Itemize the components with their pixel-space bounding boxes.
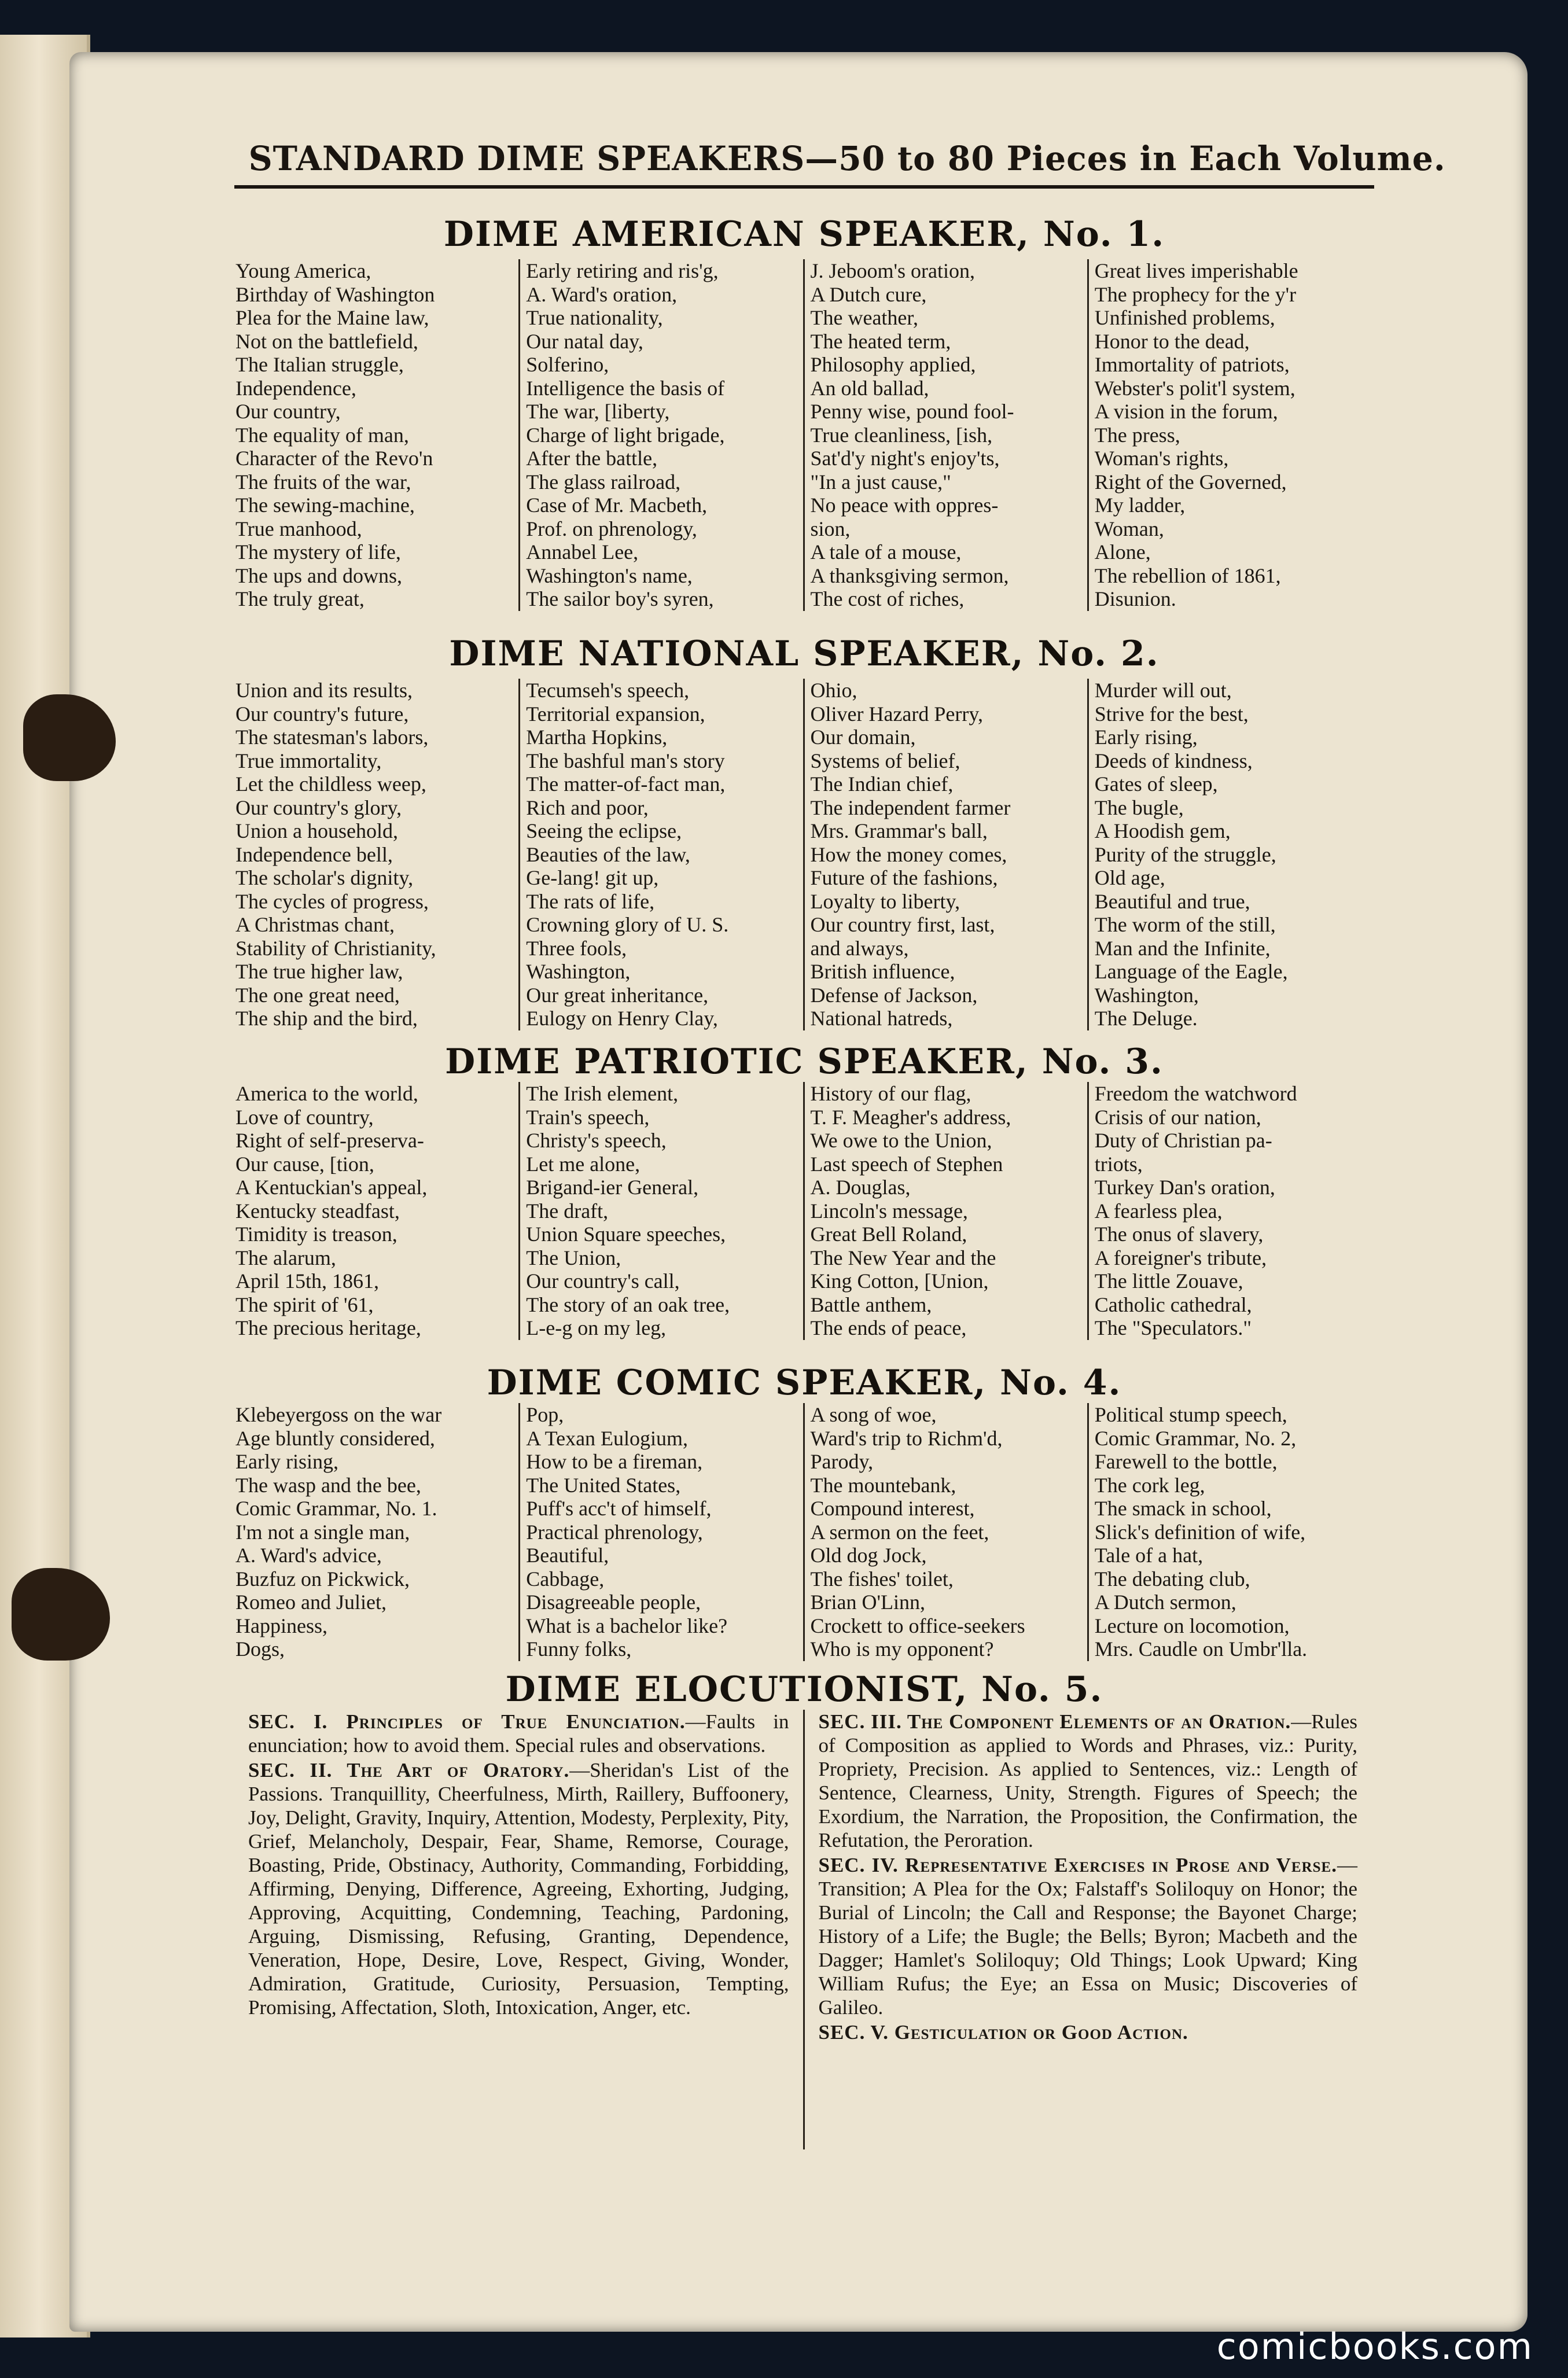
title-column — [1087, 679, 1371, 1030]
speech-title: The story of an oak tree, — [526, 1293, 730, 1316]
speech-title: Romeo and Juliet, — [235, 1591, 387, 1614]
speech-title: Turkey Dan's oration, — [1094, 1176, 1275, 1199]
speech-title: Union and its results, — [235, 679, 413, 702]
speech-title: Washington's name, — [526, 564, 693, 587]
speech-title: The rats of life, — [526, 889, 655, 913]
speech-title: Brigand-ier General, — [526, 1176, 699, 1199]
speech-title: The little Zouave, — [1094, 1269, 1243, 1293]
speech-title: Ohio, — [810, 679, 857, 702]
speech-title: Our natal day, — [526, 329, 643, 353]
speech-title: British influence, — [810, 960, 955, 983]
title-column — [518, 1082, 803, 1340]
speech-title: A tale of a mouse, — [810, 540, 962, 564]
speech-title: Annabel Lee, — [526, 540, 639, 564]
speech-title: A Hoodish gem, — [1094, 819, 1231, 842]
speech-title: Funny folks, — [526, 1637, 632, 1661]
speech-title: Kentucky steadfast, — [235, 1199, 400, 1223]
speech-title: The United States, — [526, 1473, 681, 1497]
speech-title: Age bluntly considered, — [235, 1426, 435, 1450]
title-column — [518, 259, 803, 611]
speech-title: After the battle, — [526, 447, 658, 470]
speech-title: The ups and downs, — [235, 564, 402, 587]
speech-title: Washington, — [526, 960, 631, 983]
paragraph-heading: SEC. I. Principles of True Enunciation. — [248, 1710, 686, 1733]
paragraph-heading: SEC. III. The Component Elements of an Oration. — [818, 1710, 1291, 1733]
speech-title: Character of the Revo'n — [235, 447, 433, 470]
speech-title: An old ballad, — [810, 376, 929, 400]
paragraph-body: —Transition; A Plea for the Ox; Falstaff's Soliloquy on Honor; the Burial of Lincoln; the Call and Response; the Bayonet Charge; History of a Life; the Bugle; the Bells; Byron; Macbeth and the Dagger; Hamlet's Soliloquy; Old Things; Look Upward; King William Rufus; the Eye; an Essa on Music; Discoveries of Galileo. — [818, 1854, 1357, 2019]
speech-title: What is a bachelor like? — [526, 1614, 728, 1637]
title-column — [234, 679, 518, 1030]
speech-title: Webster's polit'l system, — [1094, 376, 1295, 400]
speech-title: Freedom the watchword — [1094, 1082, 1297, 1105]
speech-title: Puff's acc't of himself, — [526, 1497, 712, 1520]
title-column — [803, 1082, 1087, 1340]
speech-title: Slick's definition of wife, — [1094, 1520, 1306, 1544]
speech-title: The smack in school, — [1094, 1497, 1272, 1520]
speech-title: Disagreeable people, — [526, 1591, 701, 1614]
speech-title: Crockett to office-seekers — [810, 1614, 1025, 1637]
speech-title: A. Douglas, — [810, 1176, 911, 1199]
speech-title: Comic Grammar, No. 1. — [235, 1497, 437, 1520]
speech-title: T. F. Meagher's address, — [810, 1105, 1011, 1129]
speech-title: Prof. on phrenology, — [526, 517, 697, 540]
speech-title: The bashful man's story — [526, 749, 725, 772]
speech-title: Right of the Governed, — [1094, 470, 1287, 494]
speech-title: Dogs, — [235, 1637, 285, 1661]
speech-title: The Union, — [526, 1246, 621, 1269]
speech-title: Brian O'Linn, — [810, 1591, 925, 1614]
speech-title: Defense of Jackson, — [810, 983, 978, 1007]
title-column — [234, 1403, 518, 1661]
speech-title: Old age, — [1094, 866, 1165, 889]
speech-title: Union Square speeches, — [526, 1223, 726, 1246]
section-list-2 — [234, 679, 1371, 1030]
speech-title: A song of woe, — [810, 1403, 937, 1426]
speech-title: Practical phrenology, — [526, 1520, 703, 1544]
speech-title: The fishes' toilet, — [810, 1567, 954, 1591]
speech-title: Honor to the dead, — [1094, 329, 1250, 353]
speech-title: Our country's future, — [235, 702, 409, 726]
speech-title: History of our flag, — [810, 1082, 971, 1105]
speech-title: Last speech of Stephen — [810, 1152, 1003, 1176]
speech-title: The Italian struggle, — [235, 353, 404, 376]
speech-title: J. Jeboom's oration, — [810, 259, 975, 282]
speech-title: Our country, — [235, 400, 341, 423]
speech-title: "In a just cause," — [810, 470, 951, 494]
speech-title: We owe to the Union, — [810, 1129, 992, 1152]
speech-title: I'm not a single man, — [235, 1520, 410, 1544]
speech-title: Timidity is treason, — [235, 1223, 397, 1246]
speech-title: Mrs. Caudle on Umbr'lla. — [1094, 1637, 1308, 1661]
speech-title: The sewing-machine, — [235, 494, 415, 517]
speech-title: The Irish element, — [526, 1082, 679, 1105]
speech-title: The cycles of progress, — [235, 889, 429, 913]
speech-title: A. Ward's advice, — [235, 1544, 382, 1567]
speech-title: Beautiful, — [526, 1544, 609, 1567]
title-column — [518, 679, 803, 1030]
speech-title: Love of country, — [235, 1105, 374, 1129]
speech-title: The war, [liberty, — [526, 400, 670, 423]
speech-title: Battle anthem, — [810, 1293, 932, 1316]
speech-title: Tale of a hat, — [1094, 1544, 1203, 1567]
speech-title: Union a household, — [235, 819, 398, 842]
speech-title: Great lives imperishable — [1094, 259, 1298, 282]
speech-title: Buzfuz on Pickwick, — [235, 1567, 410, 1591]
section-list-3 — [234, 1082, 1371, 1340]
speech-title: Disunion. — [1094, 587, 1176, 610]
speech-title: Our great inheritance, — [526, 983, 709, 1007]
speech-title: The fruits of the war, — [235, 470, 411, 494]
speech-title: Farewell to the bottle, — [1094, 1450, 1278, 1473]
speech-title: A Kentuckian's appeal, — [235, 1176, 428, 1199]
speech-title: Early rising, — [1094, 726, 1198, 749]
speech-title: Christy's speech, — [526, 1129, 667, 1152]
speech-title: The press, — [1094, 423, 1180, 447]
speech-title: The ends of peace, — [810, 1316, 967, 1339]
site-watermark: comicbooks.com — [1216, 2325, 1533, 2368]
speech-title: Alone, — [1094, 540, 1151, 564]
speech-title: Rich and poor, — [526, 796, 649, 819]
title-column — [1087, 1082, 1371, 1340]
speech-title: The scholar's dignity, — [235, 866, 414, 889]
speech-title: Purity of the struggle, — [1094, 842, 1276, 866]
paragraph-body: —Rules of Composition as applied to Words and Phrases, viz.: Purity, Propriety, Precision. As applied to Sentences, viz.: Length of Sentence, Clearness, Unity, Strength. Figures of Speech; the Exordium, the Narration, the Proposition, the Confirmation, the Refutation, the Peroration. — [818, 1710, 1357, 1851]
speech-title: Train's speech, — [526, 1105, 650, 1129]
speech-title: Washington, — [1094, 983, 1199, 1007]
speech-title: Man and the Infinite, — [1094, 936, 1271, 960]
speech-title: Right of self-preserva- — [235, 1129, 424, 1152]
speech-title: and always, — [810, 936, 909, 960]
speech-title: National hatreds, — [810, 1007, 953, 1030]
speech-title: Lecture on locomotion, — [1094, 1614, 1290, 1637]
speech-title: The onus of slavery, — [1094, 1223, 1264, 1246]
speech-title: King Cotton, [Union, — [810, 1269, 989, 1293]
speech-title: Our cause, [tion, — [235, 1152, 374, 1176]
speech-title: A sermon on the feet, — [810, 1520, 989, 1544]
speech-title: The true higher law, — [235, 960, 403, 983]
speech-title: L-e-g on my leg, — [526, 1316, 667, 1339]
section-title-5: DIME ELOCUTIONIST, No. 5. — [505, 1669, 1103, 1710]
title-column — [518, 1403, 803, 1661]
speech-title: The wasp and the bee, — [235, 1473, 421, 1497]
speech-title: Ge-lang! git up, — [526, 866, 659, 889]
speech-title: A Dutch cure, — [810, 282, 927, 306]
running-head: STANDARD DIME SPEAKERS—50 to 80 Pieces in Each Volume. — [248, 139, 1446, 178]
speech-title: The worm of the still, — [1094, 913, 1276, 936]
paragraph-heading: SEC. IV. Representative Exercises in Prose and Verse. — [818, 1854, 1337, 1876]
speech-title: Seeing the eclipse, — [526, 819, 682, 842]
speech-title: The independent farmer — [810, 796, 1011, 819]
speech-title: A Christmas chant, — [235, 913, 395, 936]
speech-title: Gates of sleep, — [1094, 772, 1218, 796]
speech-title: Comic Grammar, No. 2, — [1094, 1426, 1297, 1450]
speech-title: A fearless plea, — [1094, 1199, 1223, 1223]
speech-title: Catholic cathedral, — [1094, 1293, 1252, 1316]
speech-title: Solferino, — [526, 353, 609, 376]
speech-title: The Deluge. — [1094, 1007, 1198, 1030]
elocutionist-text — [234, 1710, 1371, 2149]
speech-title: Beautiful and true, — [1094, 889, 1250, 913]
title-column — [803, 1403, 1087, 1661]
speech-title: Klebeyergoss on the war — [235, 1403, 442, 1426]
speech-title: Eulogy on Henry Clay, — [526, 1007, 718, 1030]
speech-title: Murder will out, — [1094, 679, 1232, 702]
speech-title: How the money comes, — [810, 842, 1007, 866]
speech-title: Plea for the Maine law, — [235, 306, 429, 329]
speech-title: True immortality, — [235, 749, 382, 772]
speech-title: Intelligence the basis of — [526, 376, 725, 400]
elocutionist-left-column — [234, 1710, 803, 2149]
speech-title: Let the childless weep, — [235, 772, 426, 796]
speech-title: Crisis of our nation, — [1094, 1105, 1261, 1129]
speech-title: Early rising, — [235, 1450, 338, 1473]
speech-title: Parody, — [810, 1450, 874, 1473]
speech-title: Sat'd'y night's enjoy'ts, — [810, 447, 1000, 470]
section-title-4: DIME COMIC SPEAKER, No. 4. — [487, 1363, 1122, 1403]
title-column — [234, 259, 518, 611]
speech-title: The ship and the bird, — [235, 1007, 418, 1030]
speech-title: The prophecy for the y'r — [1094, 282, 1297, 306]
speech-title: Our domain, — [810, 726, 916, 749]
speech-title: True nationality, — [526, 306, 663, 329]
speech-title: A thanksgiving sermon, — [810, 564, 1009, 587]
title-column — [803, 259, 1087, 611]
speech-title: The rebellion of 1861, — [1094, 564, 1281, 587]
speech-title: The precious heritage, — [235, 1316, 421, 1339]
speech-title: Immortality of patriots, — [1094, 353, 1290, 376]
speech-title: Young America, — [235, 259, 371, 282]
speech-title: The Indian chief, — [810, 772, 954, 796]
divider — [234, 185, 1374, 189]
paragraph — [248, 1758, 789, 2019]
speech-title: Territorial expansion, — [526, 702, 705, 726]
speech-title: Pop, — [526, 1403, 564, 1426]
speech-title: Our country first, last, — [810, 913, 995, 936]
speech-title: triots, — [1094, 1152, 1143, 1176]
speech-title: The cork leg, — [1094, 1473, 1205, 1497]
speech-title: The one great need, — [235, 983, 400, 1007]
speech-title: Mrs. Grammar's ball, — [810, 819, 988, 842]
section-list-1 — [234, 259, 1371, 611]
speech-title: The debating club, — [1094, 1567, 1250, 1591]
speech-title: The statesman's labors, — [235, 726, 429, 749]
speech-title: The mystery of life, — [235, 540, 401, 564]
speech-title: My ladder, — [1094, 494, 1186, 517]
speech-title: A. Ward's oration, — [526, 282, 678, 306]
speech-title: The spirit of '61, — [235, 1293, 374, 1316]
speech-title: Independence bell, — [235, 842, 393, 866]
speech-title: Compound interest, — [810, 1497, 975, 1520]
speech-title: Martha Hopkins, — [526, 726, 668, 749]
speech-title: Loyalty to liberty, — [810, 889, 960, 913]
speech-title: The bugle, — [1094, 796, 1184, 819]
speech-title: True manhood, — [235, 517, 362, 540]
speech-title: Future of the fashions, — [810, 866, 998, 889]
elocutionist-right-column — [803, 1710, 1372, 2149]
speech-title: sion, — [810, 517, 851, 540]
speech-title: April 15th, 1861, — [235, 1269, 379, 1293]
speech-title: Deeds of kindness, — [1094, 749, 1253, 772]
speech-title: The alarum, — [235, 1246, 336, 1269]
paragraph — [819, 1710, 1358, 1852]
speech-title: Cabbage, — [526, 1567, 605, 1591]
speech-title: A vision in the forum, — [1094, 400, 1278, 423]
speech-title: Charge of light brigade, — [526, 423, 725, 447]
speech-title: The matter-of-fact man, — [526, 772, 726, 796]
title-column — [1087, 259, 1371, 611]
speech-title: A foreigner's tribute, — [1094, 1246, 1267, 1269]
speech-title: How to be a fireman, — [526, 1450, 703, 1473]
speech-title: Our country's call, — [526, 1269, 680, 1293]
section-title-1: DIME AMERICAN SPEAKER, No. 1. — [443, 214, 1165, 255]
speech-title: Old dog Jock, — [810, 1544, 927, 1567]
speech-title: The sailor boy's syren, — [526, 587, 714, 610]
paragraph-body: —Sheridan's List of the Passions. Tranquillity, Cheerfulness, Mirth, Raillery, Buffoonery, Joy, Delight, Gravity, Inquiry, Attention, Modesty, Perplexity, Pity, Grief, Melancholy, Despair, Fear, Shame, Remorse, Courage, Boasting, Pride, Obstinacy, Authority, Commanding, Forbidding, Affirming, Denying, Difference, Agreeing, Exhorting, Judging, Approving, Acquitting, Condemning, Teaching, Pardoning, Arguing, Dismissing, Refusing, Granting, Dependence, Veneration, Hope, Desire, Love, Respect, Giving, Wonder, Admiration, Gratitude, Curiosity, Persuasion, Tempting, Promising, Affectation, Sloth, Intoxication, Anger, etc. — [248, 1759, 789, 2019]
section-title-2: DIME NATIONAL SPEAKER, No. 2. — [449, 634, 1160, 674]
title-column — [1087, 1403, 1371, 1661]
speech-title: Tecumseh's speech, — [526, 679, 690, 702]
speech-title: A Texan Eulogium, — [526, 1426, 689, 1450]
paragraph-heading: SEC. II. The Art of Oratory. — [248, 1759, 570, 1781]
speech-title: Political stump speech, — [1094, 1403, 1287, 1426]
speech-title: The weather, — [810, 306, 918, 329]
speech-title: Oliver Hazard Perry, — [810, 702, 984, 726]
speech-title: Three fools, — [526, 936, 627, 960]
speech-title: Who is my opponent? — [810, 1637, 994, 1661]
speech-title: The cost of riches, — [810, 587, 965, 610]
section-list-4 — [234, 1403, 1371, 1661]
speech-title: The New Year and the — [810, 1246, 996, 1269]
speech-title: The draft, — [526, 1199, 609, 1223]
speech-title: Woman's rights, — [1094, 447, 1229, 470]
speech-title: The heated term, — [810, 329, 951, 353]
speech-title: No peace with oppres- — [810, 494, 999, 517]
speech-title: Happiness, — [235, 1614, 327, 1637]
speech-title: The glass railroad, — [526, 470, 681, 494]
speech-title: True cleanliness, [ish, — [810, 423, 993, 447]
section-title-3: DIME PATRIOTIC SPEAKER, No. 3. — [445, 1041, 1164, 1082]
speech-title: Case of Mr. Macbeth, — [526, 494, 708, 517]
speech-title: Our country's glory, — [235, 796, 402, 819]
title-column — [803, 679, 1087, 1030]
paragraph-heading: SEC. V. Gesticulation or Good Action. — [818, 2021, 1188, 2044]
speech-title: Duty of Christian pa- — [1094, 1129, 1272, 1152]
speech-title: Crowning glory of U. S. — [526, 913, 729, 936]
speech-title: America to the world, — [235, 1082, 418, 1105]
speech-title: Lincoln's message, — [810, 1199, 968, 1223]
speech-title: Strive for the best, — [1094, 702, 1249, 726]
speech-title: The mountebank, — [810, 1473, 956, 1497]
title-column — [234, 1082, 518, 1340]
speech-title: The "Speculators." — [1094, 1316, 1252, 1339]
speech-title: Birthday of Washington — [235, 282, 435, 306]
paragraph — [248, 1710, 789, 1757]
speech-title: The equality of man, — [235, 423, 409, 447]
speech-title: Stability of Christianity, — [235, 936, 436, 960]
paragraph — [819, 2020, 1358, 2044]
speech-title: Systems of belief, — [810, 749, 960, 772]
speech-title: Independence, — [235, 376, 356, 400]
speech-title: Woman, — [1094, 517, 1164, 540]
speech-title: Beauties of the law, — [526, 842, 690, 866]
speech-title: A Dutch sermon, — [1094, 1591, 1236, 1614]
speech-title: Early retiring and ris'g, — [526, 259, 719, 282]
speech-title: Unfinished problems, — [1094, 306, 1275, 329]
speech-title: Let me alone, — [526, 1152, 641, 1176]
speech-title: The truly great, — [235, 587, 365, 610]
speech-title: Great Bell Roland, — [810, 1223, 967, 1246]
speech-title: Language of the Eagle, — [1094, 960, 1288, 983]
speech-title: Philosophy applied, — [810, 353, 976, 376]
paragraph-body: —Faults in enunciation; how to avoid them. Special rules and observations. — [248, 1710, 789, 1757]
speech-title: Penny wise, pound fool- — [810, 400, 1014, 423]
paragraph — [819, 1853, 1358, 2019]
speech-title: Ward's trip to Richm'd, — [810, 1426, 1003, 1450]
speech-title: Not on the battlefield, — [235, 329, 418, 353]
